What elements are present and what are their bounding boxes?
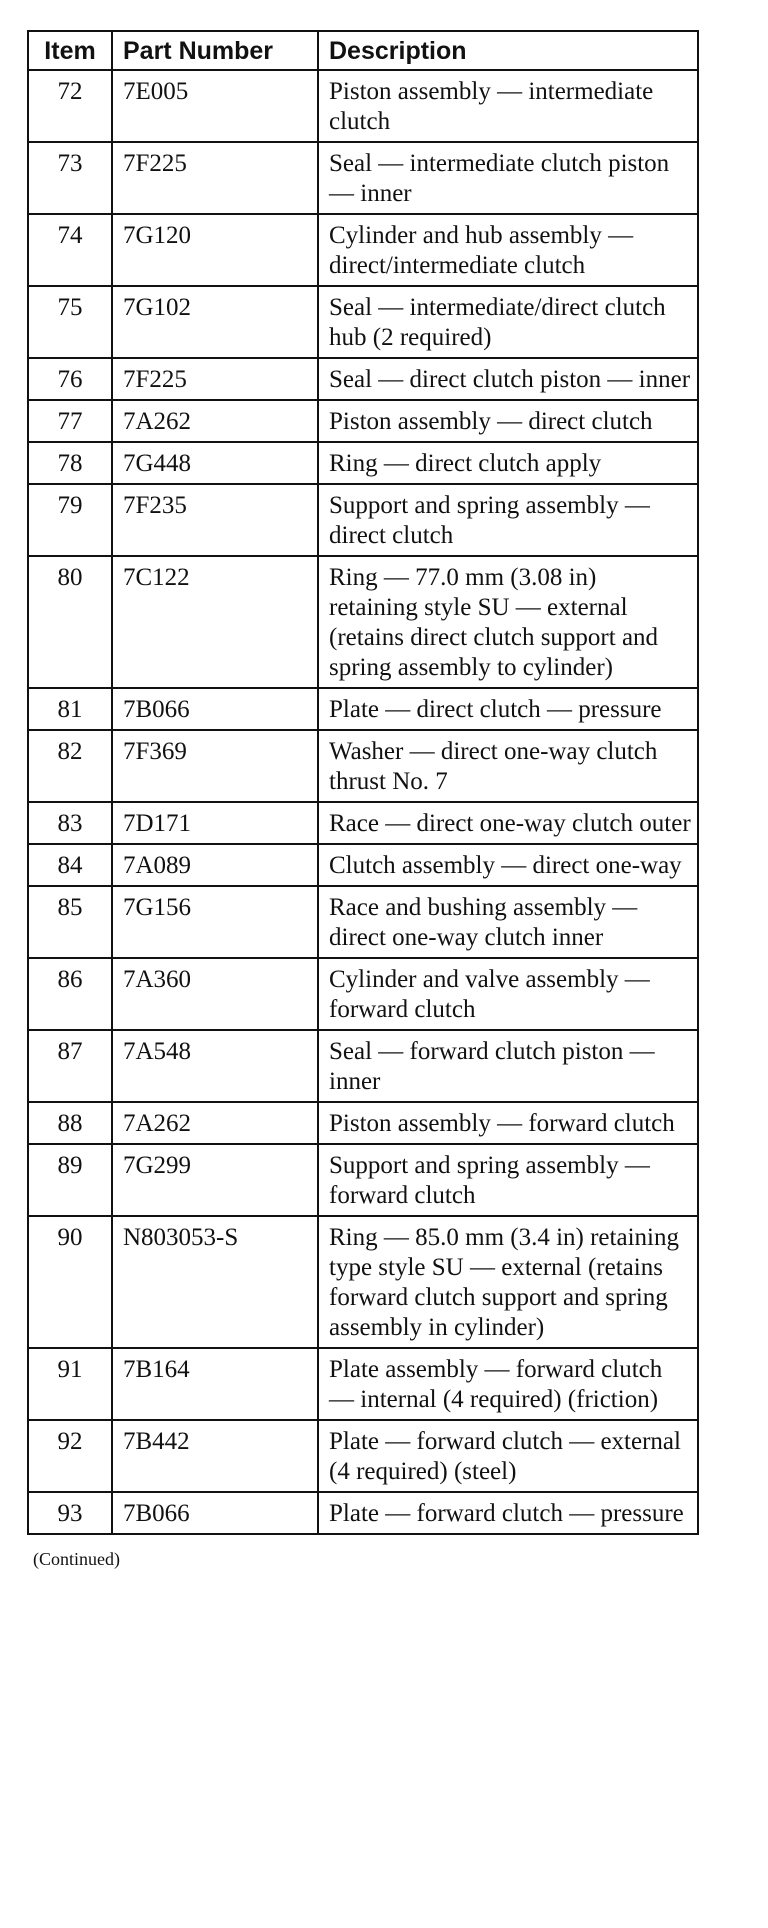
item-number: 82	[28, 730, 112, 802]
part-number: 7G448	[112, 442, 318, 484]
table-row	[28, 1492, 698, 1534]
part-description: Cylinder and valve assembly — forward clutch	[318, 958, 698, 1030]
part-description: Plate — direct clutch — pressure	[318, 688, 698, 730]
part-number: 7F225	[112, 142, 318, 214]
part-number: 7G120	[112, 214, 318, 286]
table-row	[28, 1348, 698, 1420]
part-description: Seal — intermediate clutch piston — inner	[318, 142, 698, 214]
part-description: Piston assembly — forward clutch	[318, 1102, 698, 1144]
part-number: 7B066	[112, 1492, 318, 1534]
table-row	[28, 442, 698, 484]
item-number: 81	[28, 688, 112, 730]
part-description: Support and spring assembly — direct clutch	[318, 484, 698, 556]
part-number: 7B442	[112, 1420, 318, 1492]
continued-note: (Continued)	[33, 1549, 120, 1569]
item-number: 78	[28, 442, 112, 484]
part-description: Ring — direct clutch apply	[318, 442, 698, 484]
part-number: 7G299	[112, 1144, 318, 1216]
part-description: Ring — 85.0 mm (3.4 in) retaining type style SU — external (retains forward clutch support and spring assembly in cylinder)	[318, 1216, 698, 1348]
part-description: Seal — intermediate/direct clutch hub (2 required)	[318, 286, 698, 358]
item-number: 83	[28, 802, 112, 844]
part-number: 7A360	[112, 958, 318, 1030]
part-description: Ring — 77.0 mm (3.08 in) retaining style SU — external (retains direct clutch support and spring assembly to cylinder)	[318, 556, 698, 688]
item-number: 75	[28, 286, 112, 358]
part-description: Plate assembly — forward clutch — internal (4 required) (friction)	[318, 1348, 698, 1420]
item-number: 86	[28, 958, 112, 1030]
parts-table	[27, 30, 699, 1535]
table-row	[28, 70, 698, 142]
part-description: Race and bushing assembly — direct one-way clutch inner	[318, 886, 698, 958]
part-number: 7B164	[112, 1348, 318, 1420]
table-row	[28, 142, 698, 214]
table-row	[28, 1144, 698, 1216]
table-row	[28, 1420, 698, 1492]
part-number: 7D171	[112, 802, 318, 844]
part-number: 7A262	[112, 400, 318, 442]
table-row	[28, 730, 698, 802]
part-description: Plate — forward clutch — external (4 required) (steel)	[318, 1420, 698, 1492]
table-row	[28, 358, 698, 400]
table-row	[28, 214, 698, 286]
part-number: 7E005	[112, 70, 318, 142]
table-row	[28, 844, 698, 886]
table-row	[28, 886, 698, 958]
part-number: 7A262	[112, 1102, 318, 1144]
item-number: 88	[28, 1102, 112, 1144]
part-number: 7C122	[112, 556, 318, 688]
table-row	[28, 400, 698, 442]
part-description: Support and spring assembly — forward clutch	[318, 1144, 698, 1216]
item-number: 73	[28, 142, 112, 214]
column-header-item: Item	[28, 31, 112, 70]
item-number: 85	[28, 886, 112, 958]
part-number: 7A089	[112, 844, 318, 886]
part-number: 7B066	[112, 688, 318, 730]
item-number: 80	[28, 556, 112, 688]
item-number: 77	[28, 400, 112, 442]
table-header-row	[28, 31, 698, 70]
table-row	[28, 484, 698, 556]
item-number: 72	[28, 70, 112, 142]
part-description: Seal — forward clutch piston — inner	[318, 1030, 698, 1102]
item-number: 92	[28, 1420, 112, 1492]
item-number: 91	[28, 1348, 112, 1420]
part-number: 7F369	[112, 730, 318, 802]
part-description: Race — direct one-way clutch outer	[318, 802, 698, 844]
table-row	[28, 1216, 698, 1348]
part-number: N803053-S	[112, 1216, 318, 1348]
part-number: 7F235	[112, 484, 318, 556]
part-description: Piston assembly — intermediate clutch	[318, 70, 698, 142]
part-description: Seal — direct clutch piston — inner	[318, 358, 698, 400]
item-number: 79	[28, 484, 112, 556]
part-description: Clutch assembly — direct one-way	[318, 844, 698, 886]
item-number: 74	[28, 214, 112, 286]
item-number: 93	[28, 1492, 112, 1534]
part-number: 7G102	[112, 286, 318, 358]
item-number: 87	[28, 1030, 112, 1102]
part-description: Cylinder and hub assembly — direct/intermediate clutch	[318, 214, 698, 286]
table-row	[28, 688, 698, 730]
part-description: Piston assembly — direct clutch	[318, 400, 698, 442]
column-header-part-number: Part Number	[112, 31, 318, 70]
item-number: 89	[28, 1144, 112, 1216]
part-description: Plate — forward clutch — pressure	[318, 1492, 698, 1534]
table-row	[28, 1102, 698, 1144]
table-row	[28, 1030, 698, 1102]
item-number: 84	[28, 844, 112, 886]
table-row	[28, 802, 698, 844]
table-row	[28, 556, 698, 688]
part-number: 7A548	[112, 1030, 318, 1102]
part-number: 7G156	[112, 886, 318, 958]
column-header-description: Description	[318, 31, 698, 70]
table-row	[28, 286, 698, 358]
item-number: 90	[28, 1216, 112, 1348]
item-number: 76	[28, 358, 112, 400]
part-description: Washer — direct one-way clutch thrust No. 7	[318, 730, 698, 802]
parts-list	[27, 30, 697, 1570]
table-row	[28, 958, 698, 1030]
part-number: 7F225	[112, 358, 318, 400]
